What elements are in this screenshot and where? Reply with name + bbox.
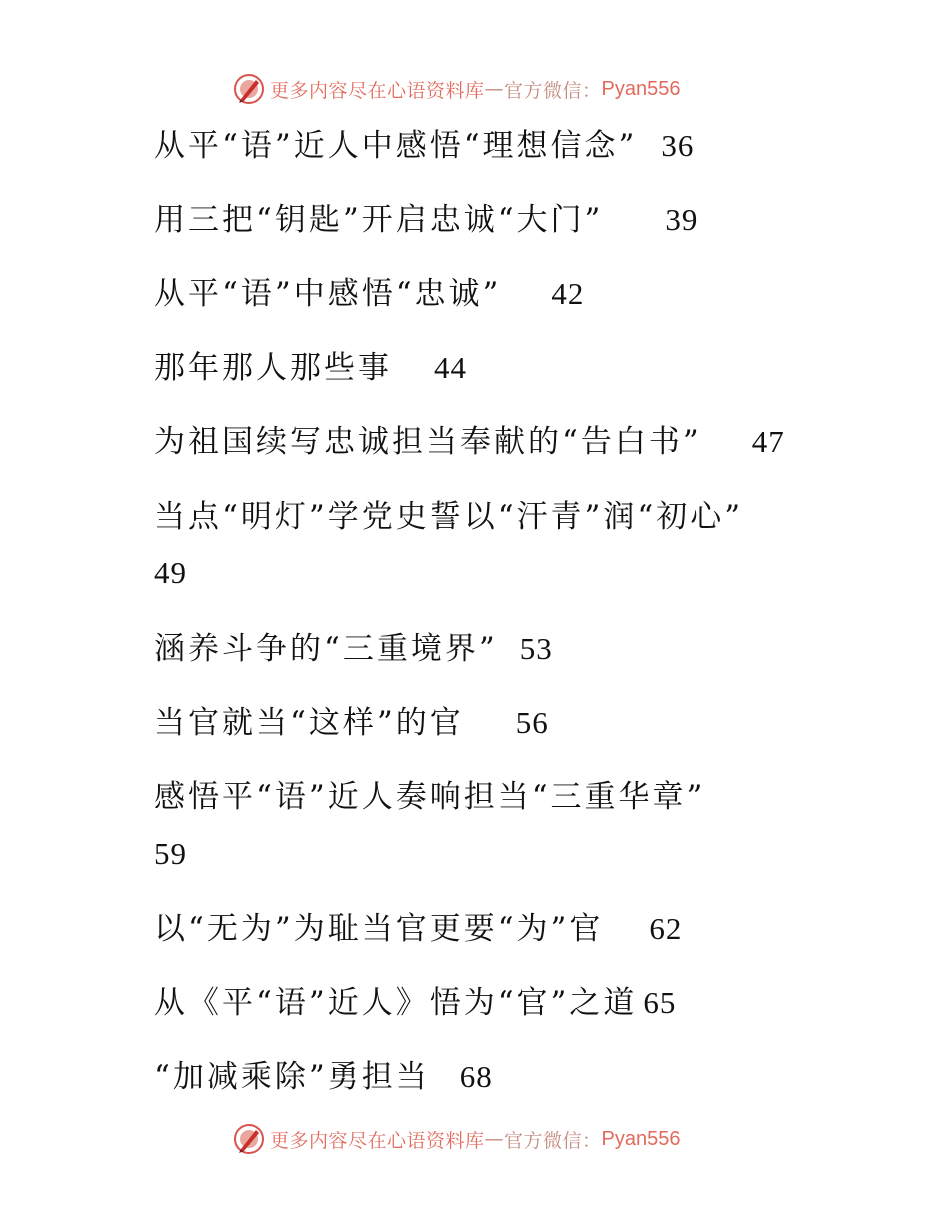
toc-entry-title: 感悟平“语”近人奏响担当“三重华章” bbox=[154, 779, 706, 815]
footer-watermark bbox=[232, 1121, 712, 1157]
toc-entry-page: 47 bbox=[751, 424, 785, 459]
toc-entry-page: 42 bbox=[551, 276, 585, 311]
banner-site-text: 更多内容尽在心语资料库 bbox=[270, 79, 485, 102]
toc-entry bbox=[154, 497, 743, 537]
pen-logo-icon bbox=[232, 72, 266, 106]
toc-entry bbox=[154, 348, 467, 388]
toc-entry-page: 65 bbox=[643, 985, 677, 1020]
toc-entry-title: 当官就当“这样”的官 bbox=[154, 705, 464, 741]
toc-entry-page: 62 bbox=[649, 911, 683, 946]
toc-entry bbox=[154, 274, 584, 314]
toc-entry-title: “加减乘除”勇担当 bbox=[154, 1059, 430, 1095]
toc-entry bbox=[154, 983, 676, 1023]
toc-entry-page: 68 bbox=[459, 1059, 493, 1094]
toc-entry-page-wrapped: 59 bbox=[154, 836, 187, 871]
toc-entry-title: 为祖国续写忠诚担当奉献的“告白书” bbox=[154, 424, 702, 460]
toc-entry-page: 36 bbox=[661, 128, 695, 163]
toc-entry-page-wrapped: 49 bbox=[154, 555, 187, 590]
toc-entry-page: 39 bbox=[665, 202, 699, 237]
toc-entry bbox=[154, 777, 705, 817]
toc-entry bbox=[154, 1057, 493, 1097]
toc-entry-title: 那年那人那些事 bbox=[154, 350, 392, 386]
banner-dash: — bbox=[484, 78, 505, 100]
toc-entry-title: 当点“明灯”学党史誓以“汗青”润“初心” bbox=[154, 499, 744, 535]
toc-entry-title: 用三把“钥匙”开启忠诚“大门” bbox=[154, 202, 604, 238]
toc-entry-page: 53 bbox=[519, 631, 553, 666]
toc-entry-title: 以“无为”为耻当官更要“为”官 bbox=[154, 911, 604, 947]
toc-entry-title: 从平“语”中感悟“忠诚” bbox=[154, 276, 502, 312]
pen-logo-icon bbox=[232, 1122, 266, 1156]
toc-entry bbox=[154, 703, 549, 743]
toc-entry-title: 从《平“语”近人》悟为“官”之道 bbox=[154, 985, 638, 1021]
toc-entry bbox=[154, 126, 694, 166]
banner-site-text: 更多内容尽在心语资料库 bbox=[270, 1129, 485, 1152]
toc-entry bbox=[154, 422, 785, 462]
banner-wechat-label: 官方微信： bbox=[504, 79, 602, 102]
header-watermark bbox=[232, 71, 712, 107]
toc-entry-page: 44 bbox=[434, 350, 467, 385]
toc-entry-page: 56 bbox=[515, 705, 549, 740]
banner-wechat-id: Pyan556 bbox=[601, 1127, 681, 1150]
toc-entry bbox=[154, 200, 698, 240]
banner-dash: — bbox=[484, 1128, 505, 1150]
toc-entry bbox=[154, 629, 553, 669]
banner-wechat-label: 官方微信： bbox=[504, 1129, 602, 1152]
toc-entry bbox=[154, 909, 682, 949]
banner-wechat-id: Pyan556 bbox=[601, 77, 681, 100]
toc-entry-title: 从平“语”近人中感悟“理想信念” bbox=[154, 128, 638, 164]
toc-entry-title: 涵养斗争的“三重境界” bbox=[154, 631, 498, 667]
